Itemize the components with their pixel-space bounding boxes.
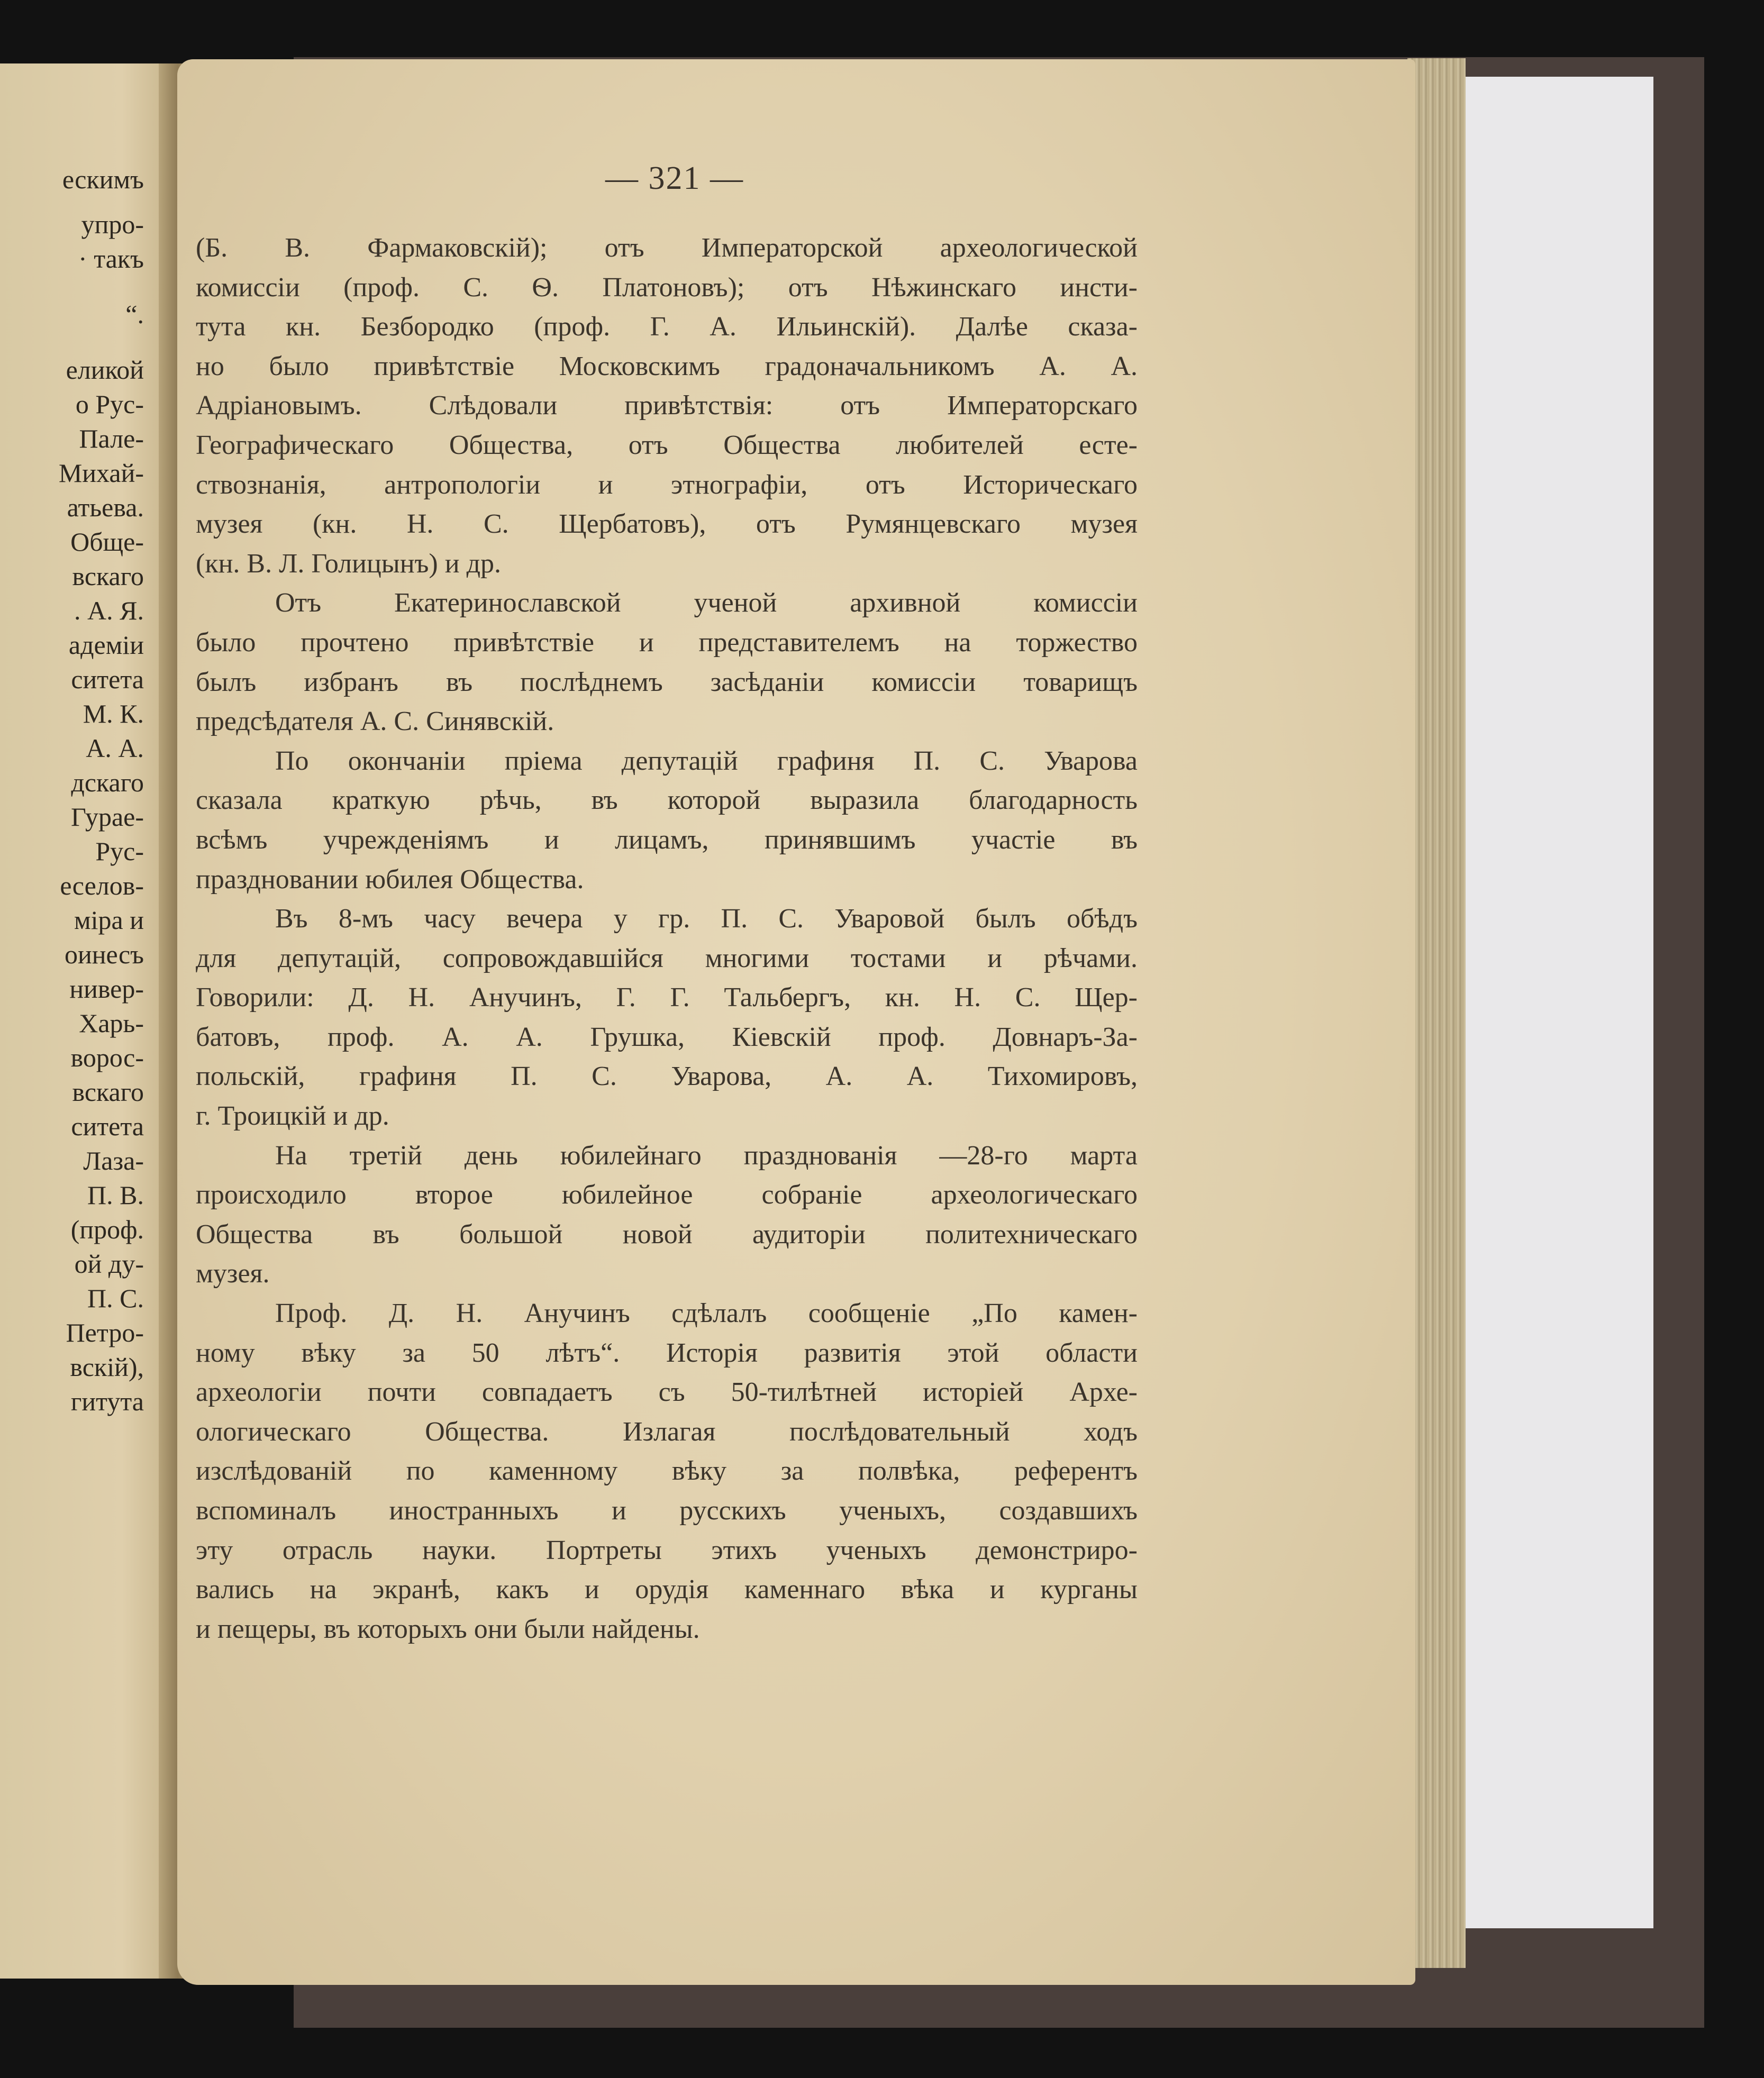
left-page-line: дскаго: [71, 768, 144, 797]
left-page-line: Петро-: [66, 1318, 144, 1347]
text-line: было прочтено привѣтствіе и представителемъ на торжество: [196, 627, 1138, 658]
text-line: ствознанія, антропологіи и этнографіи, отъ Историческаго: [196, 469, 1138, 500]
text-line: ному вѣку за 50 лѣтъ“. Исторія развитія этой области: [196, 1337, 1138, 1368]
left-page-line: атьева.: [67, 493, 144, 522]
paragraph: [196, 742, 1138, 899]
left-page-line: · такъ: [78, 244, 144, 274]
left-page-line: адеміи: [68, 630, 144, 660]
text-line: музея (кн. Н. С. Щербатовъ), отъ Румянцевскаго музея: [196, 509, 1138, 540]
left-page-line: ситета: [71, 664, 144, 694]
text-line: эту отрасль науки. Портреты этихъ ученыхъ демонстриро-: [196, 1535, 1138, 1565]
text-line: вались на экранѣ, какъ и орудія каменнаго вѣка и курганы: [196, 1574, 1138, 1605]
text-line: (Б. В. Фармаковскій); отъ Императорской археологической: [196, 233, 1138, 263]
text-line: ологическаго Общества. Излагая послѣдовательный ходъ: [196, 1416, 1138, 1447]
left-page-line: Лаза-: [83, 1146, 144, 1175]
left-page-line: нивер-: [69, 974, 144, 1004]
left-page-line: о Рус-: [75, 389, 144, 419]
text-line: для депутацій, сопровождавшійся многими тостами и рѣчами.: [196, 943, 1138, 973]
left-page-line: Рус-: [95, 836, 144, 866]
left-page-line: П. С.: [87, 1283, 144, 1313]
paragraph: [196, 584, 1138, 741]
left-page-line: еликой: [66, 355, 144, 385]
text-line: По окончаніи пріема депутацій графиня П. С. Уварова: [275, 745, 1138, 776]
left-page-line: міра и: [74, 905, 144, 935]
text-line: Отъ Екатеринославской ученой архивной комиссіи: [275, 588, 1138, 618]
text-line: изслѣдованій по каменному вѣку за полвѣка, референтъ: [196, 1456, 1138, 1487]
left-page-line: вскаго: [72, 1077, 144, 1107]
text-line: былъ избранъ въ послѣднемъ засѣданіи комиссіи товарищъ: [196, 667, 1138, 697]
text-line: Говорили: Д. Н. Анучинъ, Г. Г. Тальбергъ, кн. Н. С. Щер-: [196, 982, 1138, 1013]
left-page-line: П. В.: [87, 1180, 144, 1210]
left-page-line: . А. Я.: [74, 596, 144, 625]
text-line: Адріановымъ. Слѣдовали привѣтствія: отъ Императорскаго: [196, 390, 1138, 421]
text-line: праздновании юбилея Общества.: [196, 864, 584, 895]
left-page-line: ситета: [71, 1111, 144, 1141]
text-line: Общества въ большой новой аудиторіи политехническаго: [196, 1219, 1138, 1250]
left-page-line: ой ду-: [74, 1249, 144, 1279]
text-body: [196, 229, 1138, 1649]
page-edges: [1407, 58, 1466, 1968]
text-line: вспоминалъ иностранныхъ и русскихъ ученыхъ, создавшихъ: [196, 1496, 1138, 1526]
left-page: [0, 63, 175, 1979]
left-page-line: Гурае-: [70, 802, 144, 832]
paragraph: [196, 899, 1138, 1136]
right-page: [177, 59, 1415, 1985]
left-page-line: (проф.: [70, 1215, 144, 1244]
left-page-line: ескимъ: [62, 165, 144, 194]
left-page-line: М. К.: [83, 699, 144, 728]
left-page-line: вскій),: [70, 1352, 144, 1382]
left-page-line: ворос-: [70, 1043, 144, 1072]
text-line: комиссіи (проф. С. Ѳ. Платоновъ); отъ Нѣжинскаго инсти-: [196, 272, 1138, 303]
text-line: г. Троицкій и др.: [196, 1101, 389, 1132]
text-line: Проф. Д. Н. Анучинъ сдѣлалъ сообщеніе „По камен-: [275, 1298, 1138, 1329]
text-line: Въ 8-мъ часу вечера у гр. П. С. Уваровой былъ обѣдъ: [275, 904, 1138, 934]
paragraph: [196, 1294, 1138, 1649]
text-line: На третій день юбилейнаго празднованія —28-го марта: [275, 1140, 1138, 1171]
left-page-line: еселов-: [60, 871, 144, 900]
text-line: но было привѣтствіе Московскимъ градоначальникомъ А. А.: [196, 351, 1138, 381]
text-line: всѣмъ учрежденіямъ и лицамъ, принявшимъ участіе въ: [196, 824, 1138, 855]
left-page-line: А. А.: [86, 733, 144, 763]
text-line: Географическаго Общества, отъ Общества любителей есте-: [196, 430, 1138, 460]
left-page-line: Пале-: [79, 424, 144, 453]
left-page-line: Михай-: [58, 458, 144, 488]
text-line: предсѣдателя А. С. Синявскій.: [196, 706, 554, 737]
paragraph: [196, 1136, 1138, 1294]
text-line: музея.: [196, 1259, 270, 1289]
left-page-line: оинесъ: [65, 940, 144, 969]
text-line: и пещеры, въ которыхъ они были найдены.: [196, 1614, 700, 1644]
left-page-line: “.: [125, 299, 144, 329]
text-line: происходило второе юбилейное собраніе археологическаго: [196, 1180, 1138, 1210]
left-page-line: Харь-: [79, 1008, 144, 1038]
paper-strip: [1452, 77, 1653, 1928]
text-line: батовъ, проф. А. А. Грушка, Кіевскій проф. Довнаръ-За-: [196, 1022, 1138, 1052]
left-page-line: вскаго: [72, 561, 144, 591]
text-line: польскій, графиня П. С. Уварова, А. А. Тихомировъ,: [196, 1061, 1138, 1092]
left-page-line: Обще-: [70, 527, 144, 557]
left-page-line: гитута: [70, 1387, 144, 1416]
text-line: тута кн. Безбородко (проф. Г. А. Ильинскій). Далѣе сказа-: [196, 312, 1138, 342]
text-line: археологіи почти совпадаетъ съ 50-тилѣтней исторіей Архе-: [196, 1377, 1138, 1408]
paragraph: [196, 229, 1138, 584]
text-line: (кн. В. Л. Голицынъ) и др.: [196, 548, 502, 579]
page-number: — 321 —: [605, 160, 744, 196]
text-line: сказала краткую рѣчь, въ которой выразила благодарность: [196, 785, 1138, 816]
left-page-line: упро-: [81, 209, 144, 239]
